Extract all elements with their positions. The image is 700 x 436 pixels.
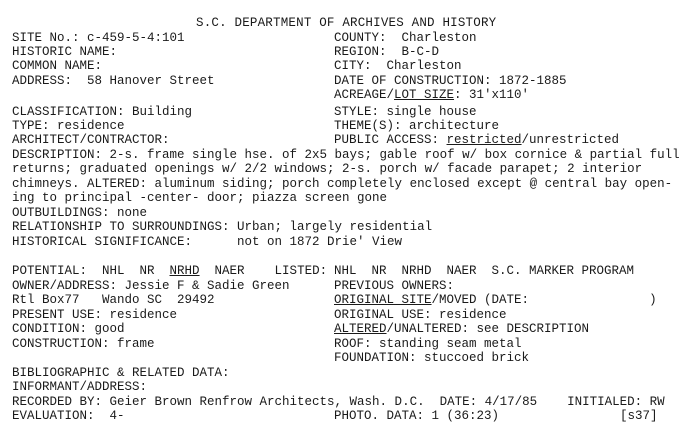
public-access-label: PUBLIC ACCESS: (334, 133, 447, 147)
foundation: FOUNDATION: stuccoed brick (334, 351, 530, 365)
original-site-moved (334, 293, 657, 307)
themes: THEME(S): architecture (334, 119, 500, 133)
page-title: S.C. DEPARTMENT OF ARCHIVES AND HISTORY (196, 16, 497, 30)
owner-mailing-address: Rtl Box77 Wando SC 29492 (12, 293, 215, 307)
relationship-to-surroundings: RELATIONSHIP TO SURROUNDINGS: Urban; largely residential (12, 220, 433, 234)
construction: CONSTRUCTION: frame (12, 337, 155, 351)
date-of-construction: DATE OF CONSTRUCTION: 1872-1885 (334, 74, 567, 88)
condition: CONDITION: good (12, 322, 125, 336)
public-access-rest: /unrestricted (521, 133, 620, 147)
historic-name: HISTORIC NAME: (12, 45, 118, 59)
public-access-selected: restricted (446, 133, 522, 147)
potential-nrhd: NRHD (169, 264, 200, 278)
acreage-label: ACREAGE/ (334, 88, 395, 102)
present-use: PRESENT USE: residence (12, 308, 178, 322)
altered-unaltered (334, 322, 589, 336)
site-number: SITE No.: c-459-5-4:101 (12, 31, 185, 45)
unaltered: /UNALTERED: see DESCRIPTION (386, 322, 590, 336)
common-name: COMMON NAME: (12, 59, 103, 73)
original-use: ORIGINAL USE: residence (334, 308, 507, 322)
moved-date: /MOVED (DATE: ) (431, 293, 657, 307)
address: ADDRESS: 58 Hanover Street (12, 74, 215, 88)
description-line: ing to principal -center- door; piazza screen gone (12, 191, 388, 205)
original-site: ORIGINAL SITE (334, 293, 432, 307)
acreage-lot-size (334, 88, 529, 102)
description-line: DESCRIPTION: 2-s. frame single hse. of 2x5 bays; gable roof w/ box cornice & partial full (12, 148, 680, 162)
city: CITY: Charleston (334, 59, 462, 73)
listed-options: NHL NR NRHD NAER S.C. MARKER PROGRAM (334, 264, 635, 278)
previous-owners: PREVIOUS OWNERS: (334, 279, 455, 293)
photo-data: PHOTO. DATA: 1 (36:23) (334, 409, 500, 423)
classification: CLASSIFICATION: Building (12, 105, 193, 119)
description-line: chimneys. ALTERED: aluminum siding; porch completely enclosed except @ central bay open- (12, 177, 673, 191)
potential-listed-label: NAER LISTED: (199, 264, 328, 278)
informant-address: INFORMANT/ADDRESS: (12, 380, 148, 394)
region: REGION: B-C-D (334, 45, 440, 59)
owner-address: OWNER/ADDRESS: Jessie F & Sadie Green (12, 279, 290, 293)
description-line: returns; graduated openings w/ 2/2 windows; 2-s. porch w/ facade parapet; 2 interior (12, 162, 643, 176)
outbuildings: OUTBUILDINGS: none (12, 206, 148, 220)
evaluation: EVALUATION: 4- (12, 409, 125, 423)
acreage-value: : 31'x110' (454, 88, 530, 102)
recorded-by: RECORDED BY: Geier Brown Renfrow Architects, Wash. D.C. DATE: 4/17/85 INITIALED: RW (12, 395, 665, 409)
historical-significance: HISTORICAL SIGNIFICANCE: not on 1872 Drie' View (12, 235, 403, 249)
style: STYLE: single house (334, 105, 477, 119)
altered: ALTERED (334, 322, 387, 336)
lot-size-label: LOT SIZE (394, 88, 455, 102)
potential-label: POTENTIAL: NHL NR (12, 264, 170, 278)
potential (12, 264, 327, 278)
bibliographic-data: BIBLIOGRAPHIC & RELATED DATA: (12, 366, 230, 380)
architect-contractor: ARCHITECT/CONTRACTOR: (12, 133, 170, 147)
public-access (334, 133, 619, 147)
roof: ROOF: standing seam metal (334, 337, 522, 351)
county: COUNTY: Charleston (334, 31, 477, 45)
record-tag: [s37] (620, 409, 658, 423)
type: TYPE: residence (12, 119, 125, 133)
